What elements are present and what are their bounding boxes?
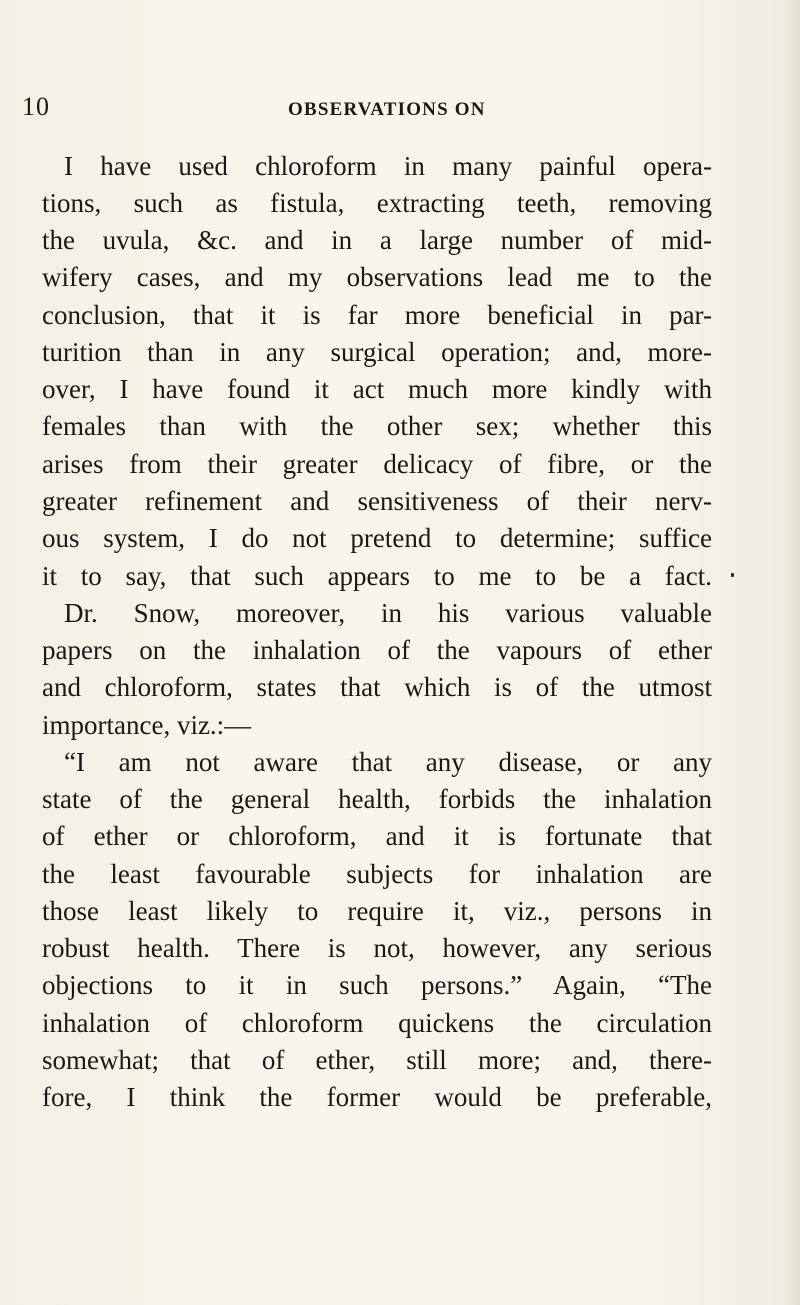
text-line: I have used chloroform in many painful opera-	[64, 151, 712, 181]
margin-ink-mark	[731, 573, 734, 577]
running-head: OBSERVATIONS ON	[288, 99, 486, 120]
page-edge-shadow	[786, 0, 800, 1305]
text-line: objections to it in such persons.” Again, “The	[42, 970, 712, 1000]
text-line: papers on the inhalation of the vapours of ether	[42, 635, 712, 665]
text-line: conclusion, that it is far more beneficial in par-	[42, 300, 712, 330]
text-line: those least likely to require it, viz., persons in	[42, 896, 712, 926]
text-line: arises from their greater delicacy of fibre, or the	[42, 449, 712, 479]
page-number: 10	[22, 92, 50, 121]
text-line: “I am not aware that any disease, or any	[64, 747, 712, 777]
text-line: inhalation of chloroform quickens the circulation	[42, 1008, 712, 1038]
text-line: ous system, I do not pretend to determine; suffice	[42, 523, 712, 553]
text-line: greater refinement and sensitiveness of their nerv-	[42, 486, 712, 516]
text-line: it to say, that such appears to me to be a fact.	[42, 561, 712, 591]
text-line: somewhat; that of ether, still more; and, there-	[42, 1045, 712, 1075]
text-line: fore, I think the former would be preferable,	[42, 1082, 712, 1112]
text-line: Dr. Snow, moreover, in his various valuable	[64, 598, 712, 628]
text-line: robust health. There is not, however, any serious	[42, 933, 712, 963]
text-line: and chloroform, states that which is of the utmost	[42, 672, 712, 702]
text-line: females than with the other sex; whether this	[42, 411, 712, 441]
text-line: wifery cases, and my observations lead me to the	[42, 262, 712, 292]
text-line: tions, such as fistula, extracting teeth, removing	[42, 188, 712, 218]
text-line: state of the general health, forbids the inhalation	[42, 784, 712, 814]
text-line: the uvula, &c. and in a large number of mid-	[42, 225, 712, 255]
text-line: over, I have found it act much more kindly with	[42, 374, 712, 404]
text-line: of ether or chloroform, and it is fortunate that	[42, 821, 712, 851]
text-line: turition than in any surgical operation; and, more-	[42, 337, 712, 367]
text-line: importance, viz.:—	[42, 710, 252, 740]
text-line: the least favourable subjects for inhalation are	[42, 859, 712, 889]
